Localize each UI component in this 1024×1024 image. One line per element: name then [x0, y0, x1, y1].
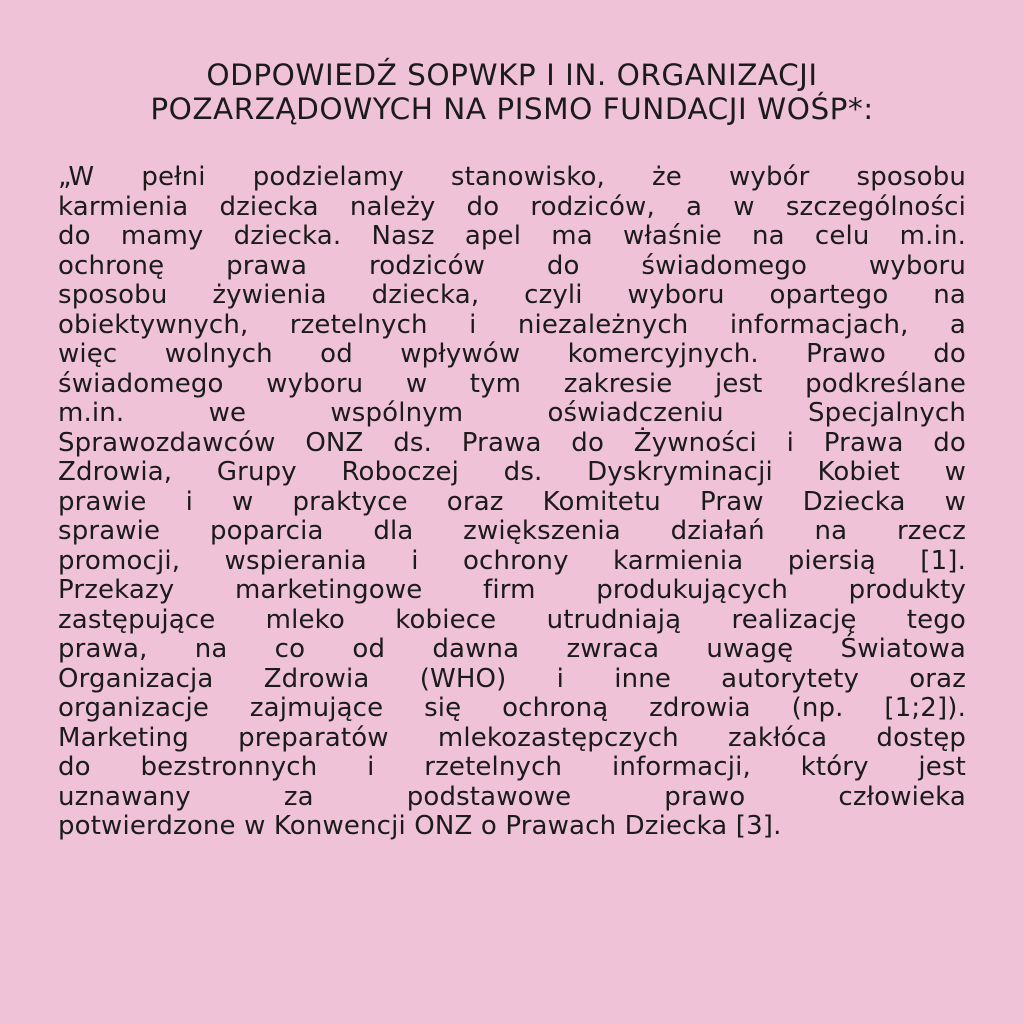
body-line: sposobu żywienia dziecka, czyli wyboru opartego na [58, 280, 966, 310]
body-line: karmienia dziecka należy do rodziców, a w szczególności [58, 191, 966, 222]
body-line: „W pełni podzielamy stanowisko, że wybór sposobu [58, 162, 966, 192]
body-line: świadomego wyboru w tym zakresie jest podkreślane [58, 368, 966, 399]
body-line-last: potwierdzone w Konwencji ONZ o Prawach Dziecka [3]. [58, 811, 782, 841]
body-line: ochronę prawa rodziców do świadomego wyboru [58, 250, 966, 281]
body-line: m.in. we wspólnym oświadczeniu Specjalnych [58, 398, 966, 428]
body-line: Sprawozdawców ONZ ds. Prawa do Żywności i Prawa do [58, 427, 966, 458]
body-line: Organizacja Zdrowia (WHO) i inne autorytety oraz [58, 663, 966, 694]
body-line: do bezstronnych i rzetelnych informacji, który jest [58, 752, 966, 782]
body-line: sprawie poparcia dla zwiększenia działań na rzecz [58, 516, 966, 546]
body-line: promocji, wspierania i ochrony karmienia piersią [1]. [58, 545, 966, 576]
body-line: Marketing preparatów mlekozastępczych zakłóca dostęp [58, 722, 966, 753]
body-line: Zdrowia, Grupy Roboczej ds. Dyskryminacji Kobiet w [58, 457, 966, 487]
body-line: więc wolnych od wpływów komercyjnych. Prawo do [58, 339, 966, 369]
body-line: prawie i w praktyce oraz Komitetu Praw Dziecka w [58, 486, 966, 517]
body-line: obiektywnych, rzetelnych i niezależnych informacjach, a [58, 309, 966, 340]
page-title [58, 58, 966, 126]
body-line: Przekazy marketingowe firm produkujących produkty [58, 575, 966, 605]
body-line: zastępujące mleko kobiece utrudniają realizację tego [58, 604, 966, 635]
body-line: prawa, na co od dawna zwraca uwagę Światowa [58, 634, 966, 664]
title-line-2: POZARZĄDOWYCH NA PISMO FUNDACJI WOŚP*: [150, 92, 874, 126]
quote-body [58, 163, 966, 842]
body-line: do mamy dziecka. Nasz apel ma właśnie na celu m.in. [58, 221, 966, 251]
title-line-1: ODPOWIEDŹ SOPWKP I IN. ORGANIZACJI [206, 58, 818, 92]
body-line: organizacje zajmujące się ochroną zdrowia (np. [1;2]). [58, 693, 966, 723]
body-line: uznawany za podstawowe prawo człowieka [58, 781, 966, 812]
